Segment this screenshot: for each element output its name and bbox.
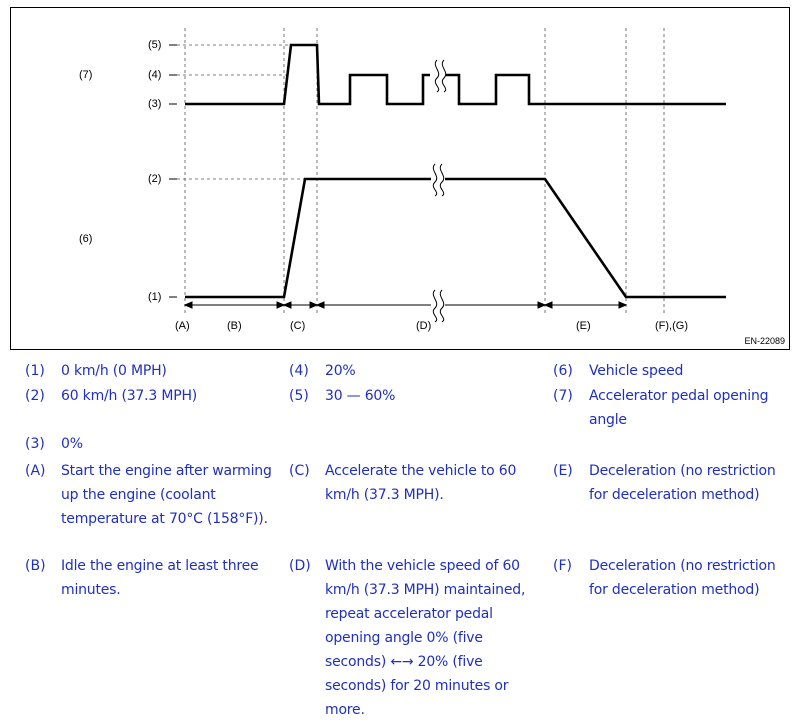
timing-chart-graphic	[11, 8, 791, 351]
legend-key: (B)	[25, 558, 46, 574]
level-label-3: (3)	[148, 98, 162, 110]
legend-key: (4)	[289, 363, 309, 379]
phase-divider-lines	[185, 28, 664, 313]
legend-text: 30 — 60%	[325, 388, 396, 404]
legend-key: (F)	[553, 558, 572, 574]
legend-key: (1)	[25, 363, 45, 379]
phase-label-d: (D)	[416, 320, 432, 332]
axis-label-pedal-angle: (7)	[79, 69, 93, 81]
vehicle-speed-trace	[185, 179, 726, 297]
legend-key: (3)	[25, 436, 45, 452]
legend-text: Start the engine after warming up the engine (coolant temperature at 70°C (158°F)).	[61, 463, 272, 527]
level-ticks	[169, 45, 177, 297]
legend-key: (C)	[289, 463, 310, 479]
legend-text: With the vehicle speed of 60 km/h (37.3 MPH) maintained, repeat accelerator pedal opening angle 0% (five seconds) ←→ 20% (five seconds) for 20 minutes or more.	[325, 558, 526, 718]
legend-key: (6)	[553, 363, 573, 379]
phase-label-fg: (F),(G)	[655, 320, 688, 332]
legend-text: Accelerate the vehicle to 60 km/h (37.3 MPH).	[325, 463, 517, 503]
legend-text: 60 km/h (37.3 MPH)	[61, 388, 198, 404]
legend-text: Deceleration (no restriction for deceleration method)	[589, 463, 776, 503]
legend-text: Accelerator pedal opening angle	[589, 388, 769, 428]
timing-diagram	[10, 7, 790, 350]
legend-key: (2)	[25, 388, 45, 404]
level-label-2: (2)	[148, 173, 162, 185]
phase-label-c: (C)	[290, 320, 306, 332]
phase-interval-arrows	[185, 302, 626, 308]
reference-code: EN-22089	[744, 336, 785, 346]
accelerator-pedal-trace	[185, 45, 726, 104]
break-mark-icon	[430, 58, 446, 322]
legend-key: (7)	[553, 388, 573, 404]
phase-label-a: (A)	[175, 320, 190, 332]
level-label-5: (5)	[148, 39, 162, 51]
legend-key: (A)	[25, 463, 46, 479]
axis-label-vehicle-speed: (6)	[79, 233, 93, 245]
legend-text: 20%	[325, 363, 356, 379]
legend-key: (D)	[289, 558, 311, 574]
legend-key: (5)	[289, 388, 309, 404]
legend-text: Deceleration (no restriction for deceleration method)	[589, 558, 776, 598]
legend-text: Vehicle speed	[589, 363, 684, 379]
level-label-1: (1)	[148, 291, 162, 303]
level-label-4: (4)	[148, 69, 162, 81]
legend-text: Idle the engine at least three minutes.	[61, 558, 259, 598]
phase-label-b: (B)	[227, 320, 242, 332]
legend-text: 0 km/h (0 MPH)	[61, 363, 167, 379]
legend-text: 0%	[61, 436, 83, 452]
legend-key: (E)	[553, 463, 573, 479]
phase-label-e: (E)	[576, 320, 591, 332]
